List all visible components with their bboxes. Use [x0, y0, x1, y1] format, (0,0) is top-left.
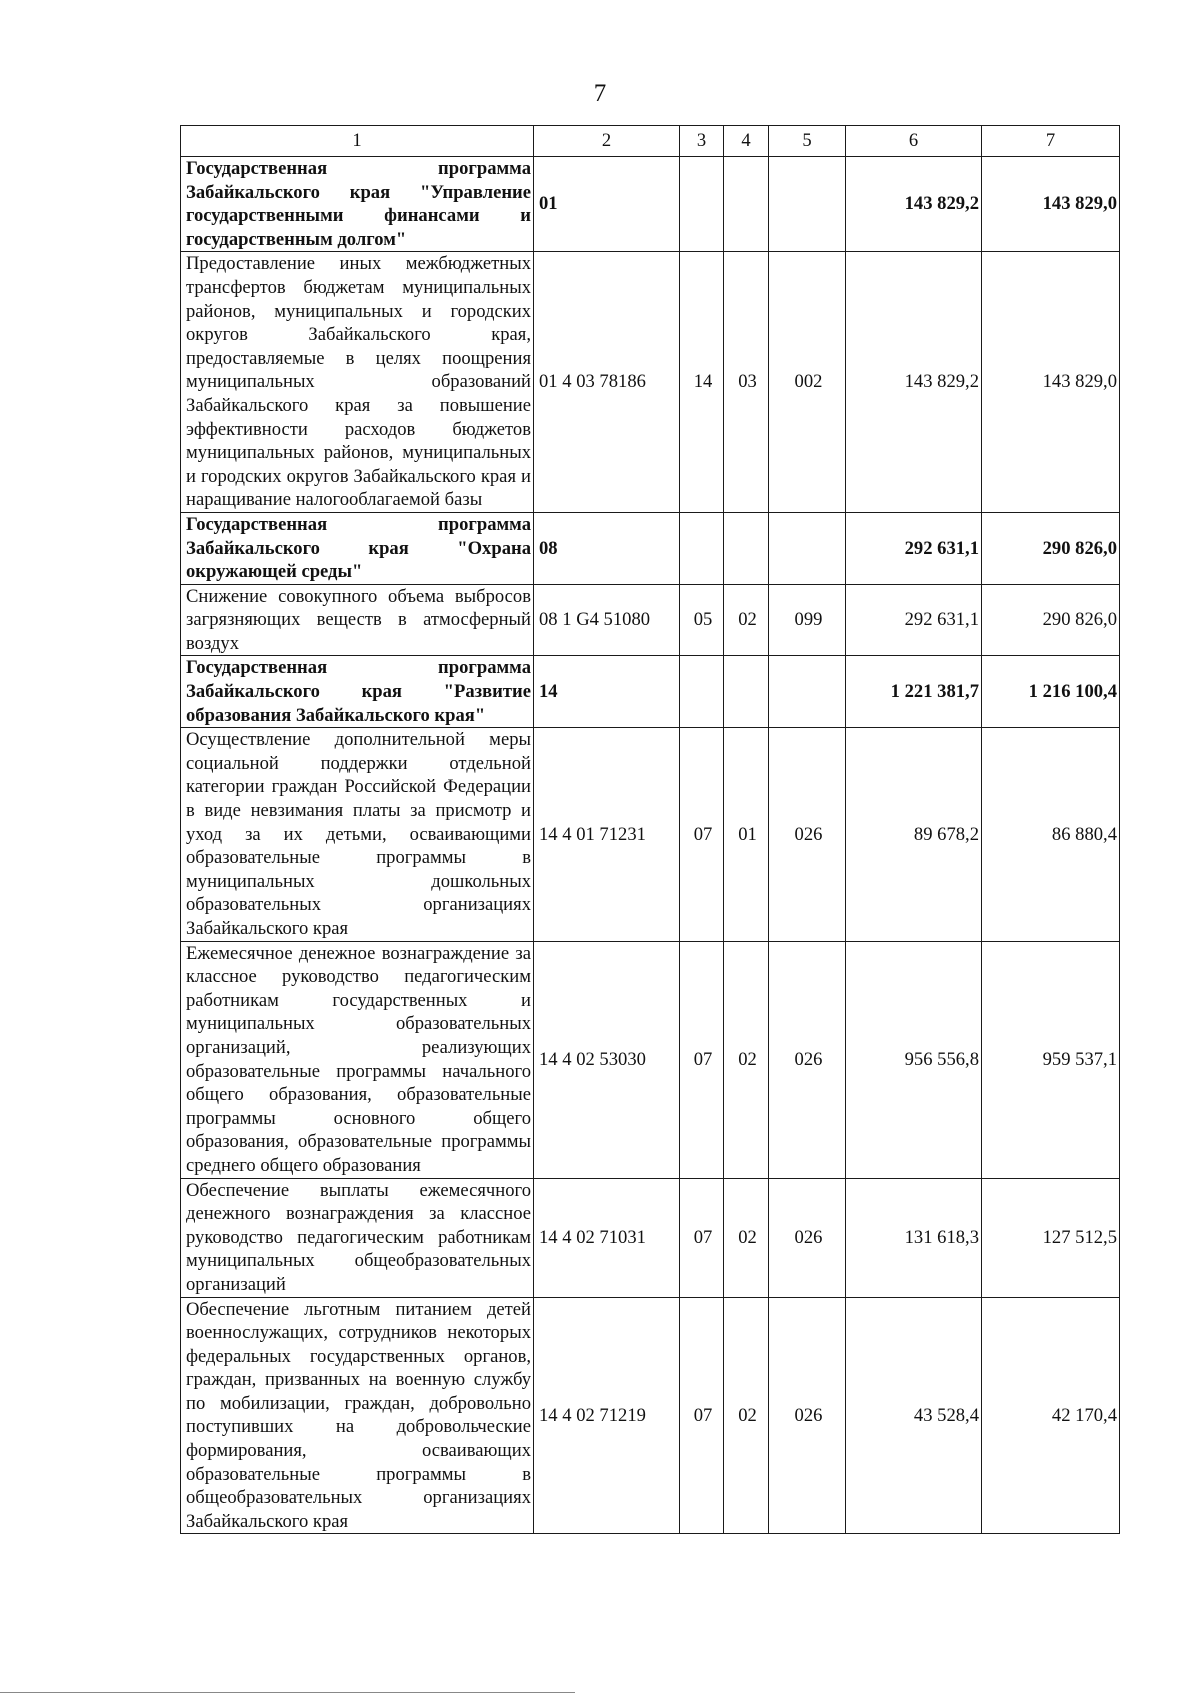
header-cell: 1	[181, 126, 534, 157]
row-code-cell: 01 4 03 78186	[534, 252, 680, 513]
row-section-cell: 07	[680, 1297, 724, 1534]
row-code-cell: 14 4 01 71231	[534, 728, 680, 941]
row-code-cell: 14 4 02 53030	[534, 941, 680, 1178]
row-amount-col7-cell: 959 537,1	[982, 941, 1120, 1178]
page-number: 7	[593, 80, 607, 107]
row-code-cell: 14 4 02 71031	[534, 1178, 680, 1297]
table-row	[181, 252, 1120, 513]
header-cell: 2	[534, 126, 680, 157]
row-amount-col6-cell: 292 631,1	[846, 584, 982, 656]
row-code-cell: 01	[534, 157, 680, 252]
row-expense-type-cell: 026	[769, 1178, 846, 1297]
row-expense-type-cell	[769, 656, 846, 728]
header-cell: 5	[769, 126, 846, 157]
row-amount-col6-cell: 143 829,2	[846, 157, 982, 252]
row-amount-col6-cell: 43 528,4	[846, 1297, 982, 1534]
table-row	[181, 728, 1120, 941]
row-subsection-cell	[724, 157, 769, 252]
row-name-cell: Ежемесячное денежное вознаграждение за классное руководство педагогическим работникам государственных и муниципальных образовательных организаций, реализующих образовательные программы начального общего образования, образовательные программы основного общего образования, образовательные программы среднего общего образования	[181, 941, 534, 1178]
table-row	[181, 1297, 1120, 1534]
row-section-cell	[680, 157, 724, 252]
row-expense-type-cell	[769, 512, 846, 584]
row-name-cell: Предоставление иных межбюджетных трансфертов бюджетам муниципальных районов, муниципальных и городских округов Забайкальского края, предоставляемые в целях поощрения муниципальных образований Забайкальского края за повышение эффективности расходов бюджетов муниципальных районов, муниципальных и городских округов Забайкальского края и наращивание налогооблагаемой базы	[181, 252, 534, 513]
table-row	[181, 584, 1120, 656]
row-amount-col7-cell: 86 880,4	[982, 728, 1120, 941]
row-amount-col6-cell: 1 221 381,7	[846, 656, 982, 728]
header-cell: 6	[846, 126, 982, 157]
row-amount-col7-cell: 290 826,0	[982, 584, 1120, 656]
row-name-cell: Обеспечение льготным питанием детей военнослужащих, сотрудников некоторых федеральных государственных органов, граждан, призванных на военную службу по мобилизации, граждан, добровольно поступивших на добровольческие формирования, осваивающих образовательные программы в общеобразовательных организациях Забайкальского края	[181, 1297, 534, 1534]
header-cell: 4	[724, 126, 769, 157]
row-code-cell: 14	[534, 656, 680, 728]
row-code-cell: 08 1 G4 51080	[534, 584, 680, 656]
row-expense-type-cell: 026	[769, 728, 846, 941]
table-row	[181, 1178, 1120, 1297]
row-name-cell: Государственная программа Забайкальского края "Охрана окружающей среды"	[181, 512, 534, 584]
row-section-cell: 07	[680, 1178, 724, 1297]
row-expense-type-cell: 002	[769, 252, 846, 513]
row-amount-col6-cell: 143 829,2	[846, 252, 982, 513]
row-subsection-cell: 02	[724, 584, 769, 656]
row-code-cell: 08	[534, 512, 680, 584]
table-row	[181, 512, 1120, 584]
row-expense-type-cell	[769, 157, 846, 252]
budget-table	[180, 125, 1120, 1534]
bottom-margin-line	[0, 1692, 575, 1693]
row-name-cell: Государственная программа Забайкальского края "Развитие образования Забайкальского края"	[181, 656, 534, 728]
row-name-cell: Снижение совокупного объема выбросов загрязняющих веществ в атмосферный воздух	[181, 584, 534, 656]
row-subsection-cell: 02	[724, 1178, 769, 1297]
row-amount-col7-cell: 1 216 100,4	[982, 656, 1120, 728]
row-section-cell	[680, 656, 724, 728]
row-section-cell: 05	[680, 584, 724, 656]
row-amount-col7-cell: 143 829,0	[982, 252, 1120, 513]
row-expense-type-cell: 026	[769, 1297, 846, 1534]
row-amount-col6-cell: 956 556,8	[846, 941, 982, 1178]
row-amount-col6-cell: 89 678,2	[846, 728, 982, 941]
row-amount-col7-cell: 290 826,0	[982, 512, 1120, 584]
row-name-cell: Обеспечение выплаты ежемесячного денежного вознаграждения за классное руководство педагогическим работникам муниципальных общеобразовательных организаций	[181, 1178, 534, 1297]
table-row	[181, 941, 1120, 1178]
row-subsection-cell	[724, 656, 769, 728]
row-amount-col7-cell: 127 512,5	[982, 1178, 1120, 1297]
row-amount-col6-cell: 131 618,3	[846, 1178, 982, 1297]
table-row	[181, 656, 1120, 728]
row-subsection-cell	[724, 512, 769, 584]
row-section-cell: 07	[680, 941, 724, 1178]
row-expense-type-cell: 026	[769, 941, 846, 1178]
row-section-cell: 14	[680, 252, 724, 513]
row-subsection-cell: 02	[724, 1297, 769, 1534]
row-name-cell: Осуществление дополнительной меры социальной поддержки отдельной категории граждан Российской Федерации в виде невзимания платы за присмотр и уход за их детьми, осваивающими образовательные программы в муниципальных дошкольных образовательных организациях Забайкальского края	[181, 728, 534, 941]
row-section-cell	[680, 512, 724, 584]
row-section-cell: 07	[680, 728, 724, 941]
row-amount-col7-cell: 143 829,0	[982, 157, 1120, 252]
header-cell: 7	[982, 126, 1120, 157]
row-subsection-cell: 02	[724, 941, 769, 1178]
row-subsection-cell: 03	[724, 252, 769, 513]
row-expense-type-cell: 099	[769, 584, 846, 656]
header-cell: 3	[680, 126, 724, 157]
row-name-cell: Государственная программа Забайкальского края "Управление государственными финансами и государственным долгом"	[181, 157, 534, 252]
row-code-cell: 14 4 02 71219	[534, 1297, 680, 1534]
row-subsection-cell: 01	[724, 728, 769, 941]
row-amount-col6-cell: 292 631,1	[846, 512, 982, 584]
row-amount-col7-cell: 42 170,4	[982, 1297, 1120, 1534]
table-row	[181, 157, 1120, 252]
table-header-row	[181, 126, 1120, 157]
